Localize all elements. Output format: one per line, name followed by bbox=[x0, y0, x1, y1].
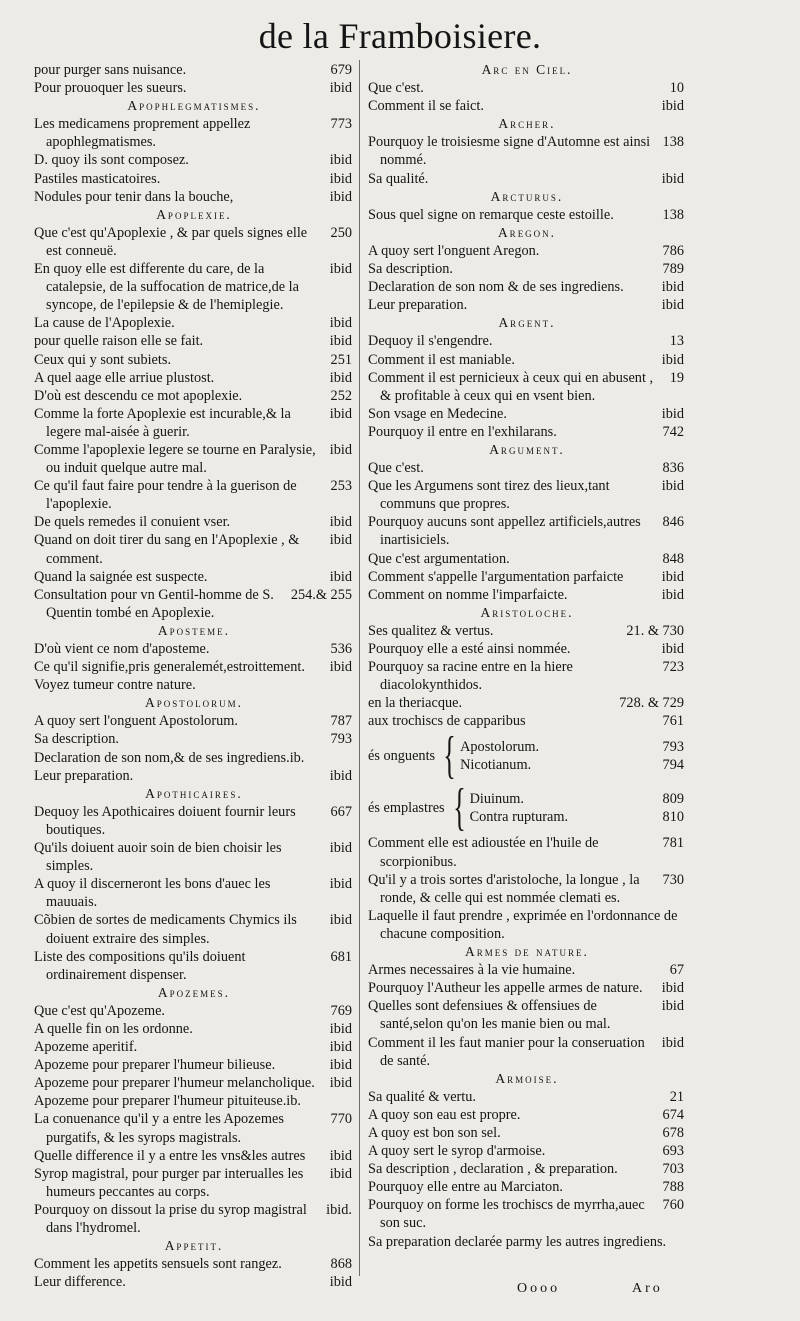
page-ref: 868 bbox=[330, 1256, 352, 1273]
index-entry bbox=[34, 911, 354, 947]
index-entry bbox=[34, 1074, 354, 1092]
index-entry bbox=[368, 907, 686, 943]
page-ref: ibid bbox=[329, 1039, 352, 1056]
index-entry bbox=[368, 568, 686, 586]
entry-text: Quelles sont defensiues & offensiues de santé,selon qu'on les manie bien ou mal. bbox=[368, 998, 611, 1033]
page-ref: ibid bbox=[329, 876, 352, 893]
page-ref: ibid bbox=[329, 170, 352, 187]
entry-text: Son vsage en Medecine. bbox=[368, 405, 507, 422]
entry-text: A quoy sert l'onguent Apostolorum. bbox=[34, 713, 238, 730]
entry-text: pour quelle raison elle se fait. bbox=[34, 333, 204, 350]
entry-text: Comment il se faict. bbox=[368, 98, 484, 115]
entry-text: Sa preparation declarée parmy les autres ingrediens. bbox=[368, 1233, 667, 1250]
brace-label: és emplastres bbox=[368, 800, 445, 817]
index-entry bbox=[34, 658, 354, 676]
entry-text: Leur preparation. bbox=[368, 297, 468, 314]
index-entry bbox=[368, 1088, 686, 1106]
index-entry bbox=[368, 1233, 686, 1251]
page-ref: 251 bbox=[330, 351, 352, 368]
entry-text: D. quoy ils sont composez. bbox=[34, 152, 189, 169]
index-entry bbox=[34, 1110, 354, 1146]
entry-text: A quoy son eau est propre. bbox=[368, 1106, 521, 1123]
entry-text: Sa qualité. bbox=[368, 170, 429, 187]
entry-text: Nicotianum. bbox=[460, 757, 532, 774]
page-ref: 252 bbox=[330, 387, 352, 404]
page-ref: ibid bbox=[329, 1274, 352, 1291]
entry-text: Pourquoy elle entre au Marciaton. bbox=[368, 1179, 563, 1196]
brace-symbol: { bbox=[452, 779, 466, 837]
index-entry bbox=[34, 513, 354, 531]
catchword: Aro bbox=[632, 1281, 663, 1296]
index-entry bbox=[368, 369, 686, 405]
left-column bbox=[34, 61, 354, 1291]
page-ref: 789 bbox=[662, 261, 684, 278]
index-entry bbox=[368, 712, 686, 730]
page-ref: ibid bbox=[329, 840, 352, 857]
index-entry bbox=[34, 61, 354, 79]
section-heading: Arcturus. bbox=[490, 188, 564, 204]
index-entry bbox=[368, 550, 686, 568]
page-ref: 253 bbox=[330, 478, 352, 495]
entry-text: Apozeme pour preparer l'humeur melancholique. bbox=[34, 1075, 315, 1092]
index-entry bbox=[368, 586, 686, 604]
entry-text: Apostolorum. bbox=[460, 739, 540, 756]
page-ref: 781 bbox=[662, 835, 684, 852]
page-ref: 730 bbox=[662, 871, 684, 888]
page-ref: ibid bbox=[329, 1075, 352, 1092]
section-heading: Armes de nature. bbox=[465, 944, 589, 960]
entry-text: Pastiles masticatoires. bbox=[34, 170, 161, 187]
index-entry bbox=[368, 979, 686, 997]
entry-text: Pourquoy l'Autheur les appelle armes de nature. bbox=[368, 980, 643, 997]
entry-text: Apozeme pour preparer l'humeur bilieuse. bbox=[34, 1057, 276, 1074]
index-entry bbox=[368, 1196, 686, 1232]
entry-text: Syrop magistral, pour purger par interualles les humeurs peccantes au corps. bbox=[34, 1165, 304, 1200]
index-entry bbox=[34, 188, 354, 206]
page-ref: ibid bbox=[661, 279, 684, 296]
index-entry bbox=[368, 1034, 686, 1070]
entry-text: Laquelle il faut prendre , exprimée en l'ordonnance de chacune composition. bbox=[368, 907, 678, 942]
index-entry bbox=[34, 260, 354, 314]
section-heading: Apostolorum. bbox=[145, 695, 243, 711]
page-ref: 788 bbox=[662, 1179, 684, 1196]
index-entry bbox=[34, 1038, 354, 1056]
page-ref: 254.& 255 bbox=[290, 586, 352, 603]
index-entry bbox=[368, 170, 686, 188]
page-ref: ibid. bbox=[326, 1201, 352, 1218]
index-entry bbox=[368, 296, 686, 314]
entry-text: Les medicamens proprement appellez apophlegmatismes. bbox=[34, 116, 251, 151]
index-entry bbox=[34, 839, 354, 875]
page-ref: ibid bbox=[329, 1147, 352, 1164]
index-entry bbox=[34, 875, 354, 911]
index-entry bbox=[368, 206, 686, 224]
entry-text: Qu'il y a trois sortes d'aristoloche, la longue , la ronde, & celle qui est nommée clemati es. bbox=[368, 871, 640, 906]
index-entry bbox=[460, 738, 686, 756]
index-entry bbox=[368, 459, 686, 477]
page-ref: ibid bbox=[329, 568, 352, 585]
entry-text: Liste des compositions qu'ils doiuent ordinairement dispenser. bbox=[34, 948, 246, 983]
page-ref: 67 bbox=[669, 962, 684, 979]
index-entry bbox=[368, 477, 686, 513]
index-entry bbox=[368, 640, 686, 658]
page-ref: 138 bbox=[662, 134, 684, 151]
index-entry bbox=[368, 1178, 686, 1196]
page-ref: 723 bbox=[662, 659, 684, 676]
section-heading: Appetit. bbox=[164, 1238, 224, 1254]
index-entry bbox=[368, 834, 686, 870]
page-ref: 769 bbox=[330, 1002, 352, 1019]
index-entry bbox=[34, 712, 354, 730]
page-ref: ibid bbox=[329, 405, 352, 422]
page-ref: 760 bbox=[662, 1197, 684, 1214]
entry-text: Sous quel signe on remarque ceste estoille. bbox=[368, 206, 614, 223]
entry-text: Declaration de son nom,& de ses ingrediens.ib. bbox=[34, 749, 305, 766]
entry-text: Sa description. bbox=[368, 261, 453, 278]
page-ref: ibid bbox=[329, 912, 352, 929]
page-ref: 770 bbox=[330, 1111, 352, 1128]
index-entry bbox=[34, 1273, 354, 1291]
page-ref: 703 bbox=[662, 1161, 684, 1178]
section-heading: Apophlegmatismes. bbox=[127, 98, 261, 114]
entry-text: Ce qu'il faut faire pour tendre à la guerison de l'apoplexie. bbox=[34, 478, 297, 513]
entry-text: En quoy elle est differente du care, de la catalepsie, de la suffocation de matrice,de la syncope, de l'epilepsie & de l'hemiplegie. bbox=[34, 261, 299, 314]
page-ref: 793 bbox=[662, 739, 684, 756]
page-ref: ibid bbox=[661, 998, 684, 1015]
page-ref: 809 bbox=[662, 791, 684, 808]
index-entry bbox=[34, 767, 354, 785]
entry-text: A quoy sert le syrop d'armoise. bbox=[368, 1143, 546, 1160]
page-ref: ibid bbox=[661, 586, 684, 603]
brace-label: és onguents bbox=[368, 748, 436, 765]
page-ref: ibid bbox=[661, 98, 684, 115]
page-ref: ibid bbox=[329, 1020, 352, 1037]
section-heading: Archer. bbox=[498, 116, 556, 132]
entry-text: D'où est descendu ce mot apoplexie. bbox=[34, 387, 243, 404]
entry-text: Quand la saignée est suspecte. bbox=[34, 568, 208, 585]
entry-text: Pourquoy sa racine entre en la hiere diacolokynthidos. bbox=[368, 659, 573, 694]
index-entry bbox=[368, 1160, 686, 1178]
index-entry bbox=[34, 948, 354, 984]
entry-text: Comment les appetits sensuels sont rangez. bbox=[34, 1256, 282, 1273]
entry-text: Pourquoy aucuns sont appellez artificiels,autres inartisiciels. bbox=[368, 514, 641, 549]
entry-text: Comme la forte Apoplexie est incurable,& la legere mal-aisée à guerir. bbox=[34, 405, 291, 440]
index-entry bbox=[34, 115, 354, 151]
section-heading: Argent. bbox=[498, 315, 556, 331]
entry-text: Voyez tumeur contre nature. bbox=[34, 677, 196, 694]
page-ref: 693 bbox=[662, 1143, 684, 1160]
entry-text: Pourquoy le troisiesme signe d'Automne est ainsi nommé. bbox=[368, 134, 651, 169]
page-ref: ibid bbox=[329, 659, 352, 676]
column-divider bbox=[359, 60, 360, 1276]
brace-items bbox=[470, 790, 686, 826]
page-ref: ibid bbox=[661, 980, 684, 997]
index-entry bbox=[368, 79, 686, 97]
index-entry bbox=[460, 756, 686, 774]
entry-text: Pourquoy il entre en l'exhilarans. bbox=[368, 423, 557, 440]
page-ref: 678 bbox=[662, 1124, 684, 1141]
section-heading: Apoplexie. bbox=[156, 206, 232, 222]
brace-symbol: { bbox=[443, 727, 456, 785]
index-entry bbox=[34, 151, 354, 169]
entry-text: Que c'est qu'Apozeme. bbox=[34, 1002, 165, 1019]
right-column bbox=[368, 61, 686, 1251]
section-heading: Arc en Ciel. bbox=[481, 62, 573, 77]
page-ref: ibid bbox=[329, 188, 352, 205]
index-entry bbox=[34, 730, 354, 748]
index-entry bbox=[368, 871, 686, 907]
entry-text: Sa description , declaration , & preparation. bbox=[368, 1161, 618, 1178]
page-ref: ibid bbox=[329, 369, 352, 386]
page-ref: ibid bbox=[661, 1034, 684, 1051]
entry-text: Comment il est pernicieux à ceux qui en abusent , & profitable à ceux qui en vsent bien. bbox=[368, 369, 654, 404]
index-entry bbox=[34, 1020, 354, 1038]
entry-text: Que c'est. bbox=[368, 80, 424, 97]
index-entry bbox=[34, 79, 354, 97]
page-ref: 674 bbox=[662, 1106, 684, 1123]
index-entry bbox=[368, 694, 686, 712]
entry-text: A quel aage elle arriue plustost. bbox=[34, 369, 215, 386]
index-entry bbox=[34, 332, 354, 350]
entry-text: Comment elle est adioustée en l'huile de scorpionibus. bbox=[368, 835, 599, 870]
index-entry bbox=[368, 351, 686, 369]
index-entry bbox=[368, 332, 686, 350]
entry-text: Comment il les faut manier pour la conseruation de santé. bbox=[368, 1034, 645, 1069]
brace-group bbox=[368, 727, 686, 785]
entry-text: Nodules pour tenir dans la bouche, bbox=[34, 188, 234, 205]
section-heading: Apozemes. bbox=[157, 984, 231, 1000]
index-entry bbox=[34, 1056, 354, 1074]
page-ref: 536 bbox=[330, 641, 352, 657]
page-ref: 19 bbox=[669, 369, 684, 386]
index-entry bbox=[34, 477, 354, 513]
index-entry bbox=[368, 1142, 686, 1160]
index-entry bbox=[34, 441, 354, 477]
entry-text: Apozeme aperitif. bbox=[34, 1039, 138, 1056]
entry-text: Sa description. bbox=[34, 731, 119, 748]
index-entry bbox=[34, 586, 354, 622]
entry-text: en la theriacque. bbox=[368, 695, 463, 712]
index-entry bbox=[368, 242, 686, 260]
entry-text: De quels remedes il conuient vser. bbox=[34, 514, 231, 531]
index-entry bbox=[34, 351, 354, 369]
entry-text: aux trochiscs de capparibus bbox=[368, 713, 526, 730]
entry-text: Declaration de son nom & de ses ingrediens. bbox=[368, 279, 624, 296]
entry-text: Que c'est qu'Apoplexie , & par quels signes elle est conneuë. bbox=[34, 224, 308, 259]
page-ref: 773 bbox=[330, 116, 352, 133]
page-ref: ibid bbox=[661, 641, 684, 657]
page-ref: ibid bbox=[329, 532, 352, 549]
index-entry bbox=[34, 749, 354, 767]
index-entry bbox=[34, 314, 354, 332]
section-heading: Armoise. bbox=[495, 1070, 559, 1086]
entry-text: Pourquoy on forme les trochiscs de myrrha,auec son suc. bbox=[368, 1197, 645, 1232]
entry-text: Leur difference. bbox=[34, 1274, 126, 1291]
index-entry bbox=[34, 531, 354, 567]
entry-text: Que les Argumens sont tirez des lieux,tant communs que propres. bbox=[368, 478, 610, 513]
page-ref: 21. & 730 bbox=[626, 622, 684, 639]
index-entry bbox=[34, 568, 354, 586]
entry-text: Pourquoy elle a esté ainsi nommée. bbox=[368, 641, 571, 657]
page-ref: ibid bbox=[329, 80, 352, 97]
index-entry bbox=[34, 224, 354, 260]
page-ref: 728. & 729 bbox=[619, 695, 684, 712]
index-entry bbox=[368, 997, 686, 1033]
entry-text: Pour prouoquer les sueurs. bbox=[34, 80, 187, 97]
entry-text: Ses qualitez & vertus. bbox=[368, 622, 494, 639]
index-entry bbox=[368, 97, 686, 115]
index-entry bbox=[34, 1255, 354, 1273]
page-ref: ibid bbox=[329, 333, 352, 350]
entry-text: Que c'est argumentation. bbox=[368, 550, 510, 567]
index-entry bbox=[368, 961, 686, 979]
section-heading: Aregon. bbox=[497, 224, 557, 240]
page-ref: 793 bbox=[330, 731, 352, 748]
entry-text: Ceux qui y sont subiets. bbox=[34, 351, 172, 368]
entry-text: Comment il est maniable. bbox=[368, 351, 515, 368]
index-entry bbox=[368, 278, 686, 296]
entry-text: Comment on nomme l'imparfaicte. bbox=[368, 586, 568, 603]
page-ref: 13 bbox=[669, 333, 684, 350]
page-ref: 761 bbox=[662, 713, 684, 730]
index-entry bbox=[368, 1124, 686, 1142]
entry-text: Contra rupturam. bbox=[469, 809, 569, 826]
page-ref: ibid bbox=[329, 441, 352, 458]
page-ref: 787 bbox=[330, 713, 352, 730]
page-ref: ibid bbox=[661, 297, 684, 314]
page-ref: 138 bbox=[662, 206, 684, 223]
page-ref: ibid bbox=[329, 1057, 352, 1074]
entry-text: Cõbien de sortes de medicaments Chymics ils doiuent extraire des simples. bbox=[34, 912, 297, 947]
index-entry bbox=[368, 423, 686, 441]
entry-text: Apozeme pour preparer l'humeur pituiteuse.ib. bbox=[34, 1093, 301, 1110]
entry-text: Comme l'apoplexie legere se tourne en Paralysie, ou induit quelque autre mal. bbox=[34, 441, 316, 477]
page-ref: ibid bbox=[661, 478, 684, 495]
section-heading: Aposteme. bbox=[157, 622, 231, 638]
index-entry bbox=[368, 260, 686, 278]
index-entry bbox=[34, 1165, 354, 1201]
index-entry bbox=[368, 1106, 686, 1124]
entry-text: Qu'ils doiuent auoir soin de bien choisir les simples. bbox=[34, 840, 282, 875]
index-entry bbox=[368, 513, 686, 549]
entry-text: A quoy sert l'onguent Aregon. bbox=[368, 242, 540, 259]
entry-text: Que c'est. bbox=[368, 460, 424, 477]
entry-text: A quoy il discerneront les bons d'auec les mauuais. bbox=[34, 876, 271, 911]
index-entry bbox=[470, 790, 686, 808]
index-entry bbox=[34, 676, 354, 694]
index-entry bbox=[34, 1147, 354, 1165]
section-heading: Apothicaires. bbox=[145, 785, 243, 801]
section-heading: Aristoloche. bbox=[480, 604, 574, 620]
page-ref: ibid bbox=[329, 1165, 352, 1182]
index-entry bbox=[368, 133, 686, 169]
page-title: de la Framboisiere. bbox=[258, 16, 542, 56]
index-entry bbox=[34, 170, 354, 188]
entry-text: Pourquoy on dissout la prise du syrop magistral dans l'hydromel. bbox=[34, 1201, 307, 1236]
entry-text: Dequoy les Apothicaires doiuent fournir leurs boutiques. bbox=[34, 803, 296, 838]
index-entry bbox=[34, 405, 354, 441]
page-ref: ibid bbox=[329, 261, 352, 278]
entry-text: Consultation pour vn Gentil-homme de S. Quentin tombé en Apoplexie. bbox=[34, 586, 274, 621]
entry-text: La cause de l'Apoplexie. bbox=[34, 315, 175, 332]
entry-text: Comment s'appelle l'argumentation parfaicte bbox=[368, 568, 624, 585]
index-entry bbox=[34, 803, 354, 839]
index-entry bbox=[34, 369, 354, 387]
index-entry bbox=[368, 658, 686, 694]
page-ref: 681 bbox=[330, 948, 352, 965]
entry-text: Sa qualité & vertu. bbox=[368, 1088, 476, 1105]
page-ref: 794 bbox=[662, 757, 684, 774]
page-ref: ibid bbox=[329, 315, 352, 332]
index-entry bbox=[34, 387, 354, 405]
page-ref: 679 bbox=[330, 62, 352, 78]
brace-group bbox=[368, 779, 686, 837]
page-ref: ibid bbox=[661, 405, 684, 422]
page-ref: ibid bbox=[329, 514, 352, 531]
index-entry bbox=[470, 808, 686, 826]
page-ref: 846 bbox=[662, 514, 684, 531]
page-ref: ibid bbox=[329, 767, 352, 784]
entry-text: Ce qu'il signifie,pris generalemét,estroittement. bbox=[34, 659, 305, 676]
page-ref: 10 bbox=[669, 80, 684, 97]
index-entry bbox=[34, 1002, 354, 1020]
entry-text: Armes necessaires à la vie humaine. bbox=[368, 962, 576, 979]
index-entry bbox=[34, 1201, 354, 1237]
page-ref: 667 bbox=[330, 803, 352, 820]
page-ref: 21 bbox=[669, 1088, 684, 1105]
section-heading: Argument. bbox=[489, 441, 565, 457]
entry-text: pour purger sans nuisance. bbox=[34, 62, 187, 78]
entry-text: Quelle difference il y a entre les vns&les autres bbox=[34, 1147, 306, 1164]
signature-mark: Oooo bbox=[517, 1281, 561, 1296]
page-ref: 786 bbox=[662, 242, 684, 259]
page-ref: 250 bbox=[330, 224, 352, 241]
entry-text: Diuinum. bbox=[469, 791, 525, 808]
index-entry bbox=[368, 622, 686, 640]
page-ref: ibid bbox=[661, 568, 684, 585]
entry-text: La conuenance qu'il y a entre les Apozemes purgatifs, & les syrops magistrals. bbox=[34, 1111, 284, 1146]
page-ref: 848 bbox=[662, 550, 684, 567]
entry-text: A quoy est bon son sel. bbox=[368, 1124, 501, 1141]
page-ref: ibid bbox=[661, 170, 684, 187]
entry-text: Leur preparation. bbox=[34, 767, 134, 784]
page-ref: 742 bbox=[662, 423, 684, 440]
page-ref: 810 bbox=[662, 809, 684, 826]
entry-text: A quelle fin on les ordonne. bbox=[34, 1020, 193, 1037]
entry-text: D'où vient ce nom d'aposteme. bbox=[34, 641, 210, 657]
page-ref: ibid bbox=[661, 351, 684, 368]
entry-text: Dequoy il s'engendre. bbox=[368, 333, 493, 350]
index-entry bbox=[368, 405, 686, 423]
entry-text: Quand on doit tirer du sang en l'Apoplexie , & comment. bbox=[34, 532, 300, 567]
index-entry bbox=[34, 1092, 354, 1110]
page-ref: 836 bbox=[662, 460, 684, 477]
brace-items bbox=[460, 738, 686, 774]
index-entry bbox=[34, 640, 354, 658]
page-ref: ibid bbox=[329, 152, 352, 169]
